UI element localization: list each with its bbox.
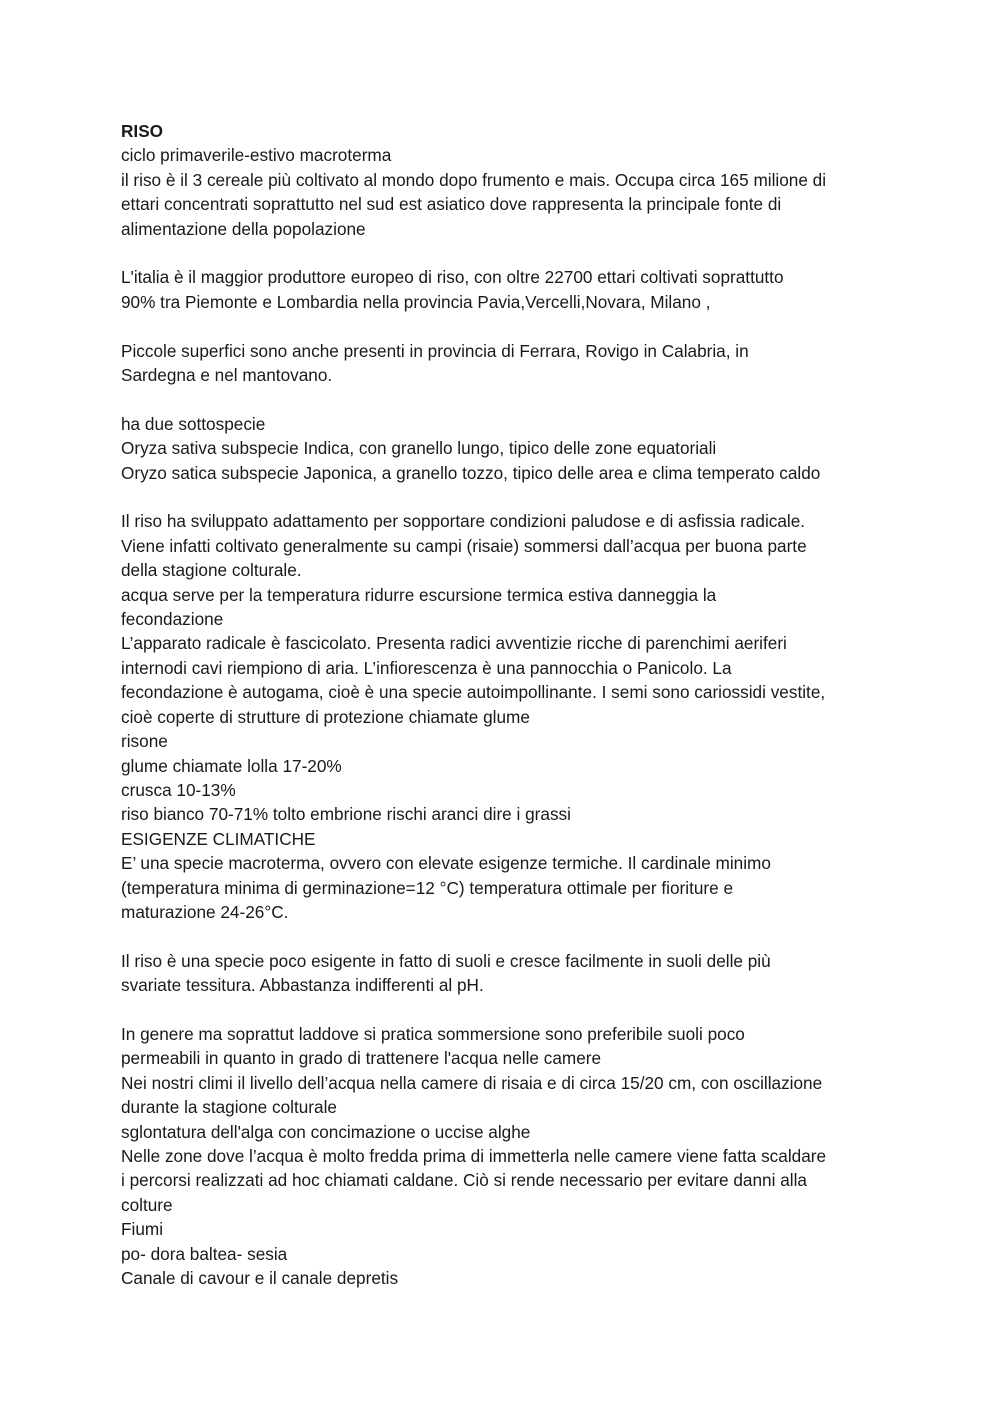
text-line: L’apparato radicale è fascicolato. Presenta radici avventizie ricche di parenchimi aeriferi [121, 633, 787, 654]
blank-line [121, 998, 891, 1022]
text-line: della stagione colturale. [121, 560, 302, 581]
text-line: Piccole superfici sono anche presenti in provincia di Ferrara, Rovigo in Calabria, in [121, 340, 749, 361]
text-line: Canale di cavour e il canale depretis [121, 1268, 399, 1288]
document-body [121, 119, 891, 1290]
text-line: ciclo primaverile-estivo macroterma [121, 145, 392, 166]
text-line: internodi cavi riempiono di aria. L’infiorescenza è una pannocchia o Panicolo. La [121, 657, 732, 678]
text-line: Nei nostri climi il livello dell’acqua nella camere di risaia e di circa 15/20 cm, con oscillazione [121, 1072, 823, 1093]
text-line: Oryza sativa subspecie Indica, con granello lungo, tipico delle zone equatoriali [121, 438, 717, 459]
document-title: RISO [121, 121, 164, 141]
text-line: colture [121, 1194, 173, 1215]
text-line: (temperatura minima di germinazione=12 °C) temperatura ottimale per fioriture e [121, 877, 734, 898]
text-line: Viene infatti coltivato generalmente su campi (risaie) sommersi dall’acqua per buona parte [121, 535, 807, 556]
text-line: il riso è il 3 cereale più coltivato al mondo dopo frumento e mais. Occupa circa 165 milione di [121, 169, 827, 190]
text-line: durante la stagione colturale [121, 1097, 337, 1118]
text-line: i percorsi realizzati ad hoc chiamati caldane. Ciò si rende necessario per evitare danni alla [121, 1170, 807, 1191]
document-text [121, 143, 891, 1290]
text-line: maturazione 24-26°C. [121, 901, 289, 922]
text-line: acqua serve per la temperatura ridurre escursione termica estiva danneggia la [121, 584, 717, 605]
text-line: L'italia è il maggior produttore europeo di riso, con oltre 22700 ettari coltivati soprattutto [121, 267, 784, 288]
blank-line [121, 314, 891, 338]
text-line: Fiumi [121, 1219, 164, 1240]
text-line: svariate tessitura. Abbastanza indifferenti al pH. [121, 975, 484, 996]
text-line: Il riso ha sviluppato adattamento per sopportare condizioni paludose e di asfissia radicale. [121, 511, 806, 532]
text-line: cioè coperte di strutture di protezione chiamate glume [121, 706, 530, 727]
text-line: alimentazione della popolazione [121, 218, 366, 239]
text-line: risone [121, 731, 168, 752]
text-line: sglontatura dell'alga con concimazione o uccise alghe [121, 1121, 531, 1142]
text-line: ha due sottospecie [121, 413, 266, 434]
text-line: ettari concentrati soprattutto nel sud est asiatico dove rappresenta la principale fonte di [121, 194, 782, 215]
text-line: In genere ma soprattut laddove si pratica sommersione sono preferibile suoli poco [121, 1023, 745, 1044]
text-line: E’ una specie macroterma, ovvero con elevate esigenze termiche. Il cardinale minimo [121, 853, 771, 874]
text-line: Nelle zone dove l’acqua è molto fredda prima di immetterla nelle camere viene fatta scaldare [121, 1145, 827, 1166]
text-line: ESIGENZE CLIMATICHE [121, 828, 316, 849]
text-line: Oryzo satica subspecie Japonica, a granello tozzo, tipico delle area e clima temperato caldo [121, 462, 821, 483]
text-line: glume chiamate lolla 17-20% [121, 755, 342, 776]
blank-line [121, 485, 891, 509]
text-line: permeabili in quanto in grado di trattenere l'acqua nelle camere [121, 1048, 602, 1069]
text-line: crusca 10-13% [121, 779, 236, 800]
text-line: 90% tra Piemonte e Lombardia nella provincia Pavia,Vercelli,Novara, Milano , [121, 291, 711, 312]
blank-line [121, 387, 891, 411]
blank-line [121, 241, 891, 265]
text-line: fecondazione [121, 609, 224, 630]
text-line: Sardegna e nel mantovano. [121, 365, 333, 386]
text-line: fecondazione è autogama, cioè è una specie autoimpollinante. I semi sono cariossidi vestite, [121, 682, 826, 703]
text-line: Il riso è una specie poco esigente in fatto di suoli e cresce facilmente in suoli delle più [121, 950, 771, 971]
blank-line [121, 924, 891, 948]
text-line: riso bianco 70-71% tolto embrione rischi aranci dire i grassi [121, 804, 571, 825]
text-line: po- dora baltea- sesia [121, 1243, 288, 1264]
